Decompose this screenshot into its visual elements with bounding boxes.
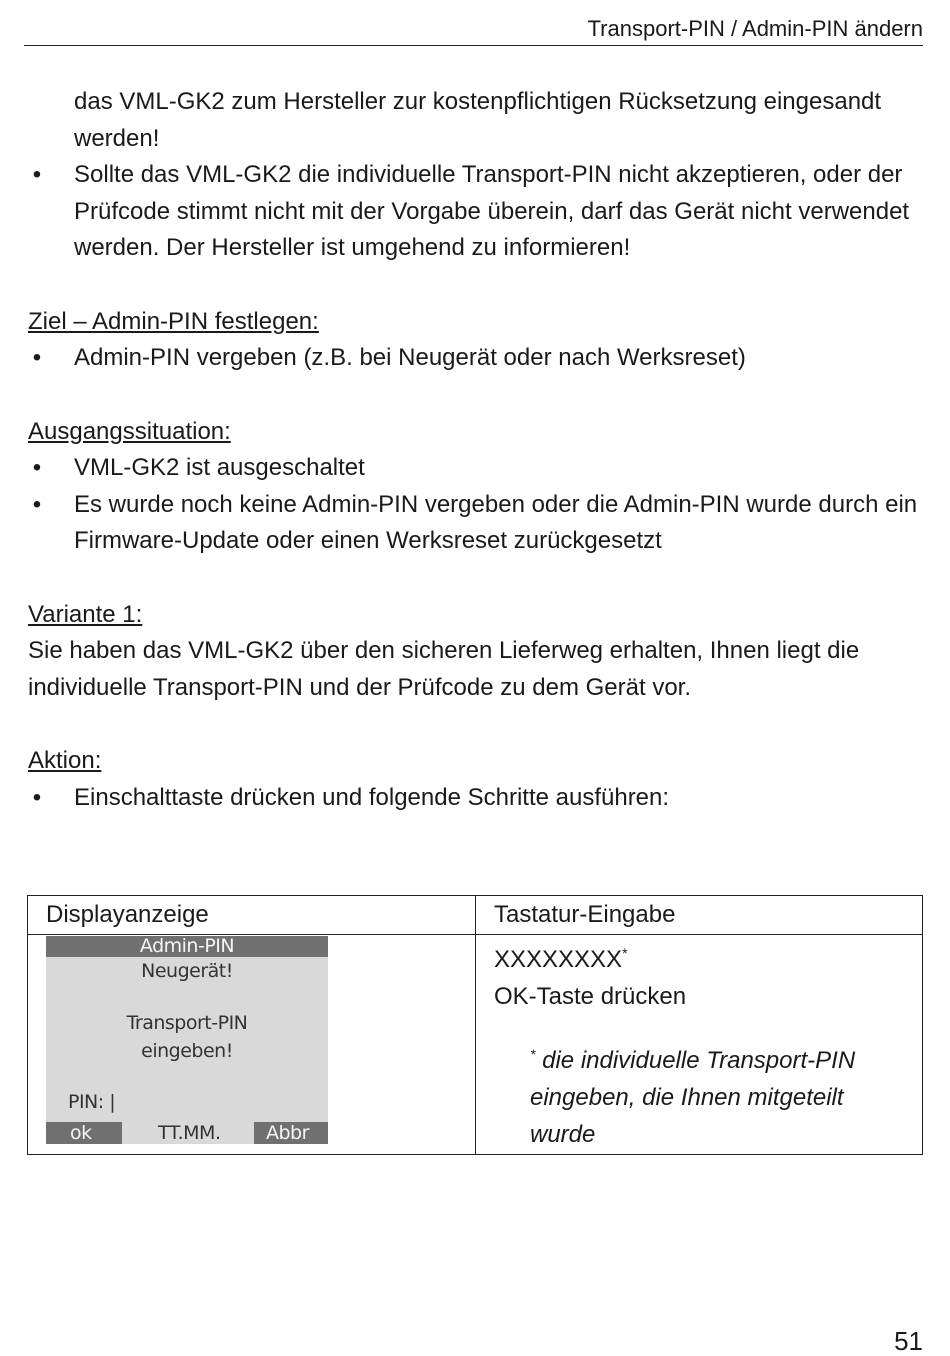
situation-list (28, 450, 923, 560)
display-line-transport-pin: Transport-PIN (126, 1012, 248, 1034)
list-item (28, 487, 923, 560)
list-item (28, 450, 923, 487)
list-item-text: Sollte das VML-GK2 die individuelle Transport-PIN nicht akzeptieren, oder der Prüfcode stimmt nicht mit der Vorgabe überein, darf das Gerät nicht verwendet werden. Der Hersteller ist umgehend zu informieren! (74, 161, 910, 261)
display-pin-prompt: PIN: | (68, 1091, 116, 1113)
bullet-glyph: • (32, 490, 42, 518)
list-item (28, 340, 923, 377)
display-cell (28, 935, 476, 1155)
bullet-glyph: • (32, 454, 42, 481)
display-title-bar: Admin-PIN (46, 936, 328, 957)
input-ok-step: OK-Taste drücken (494, 983, 687, 1010)
action-list (28, 780, 923, 817)
list-item-text: Es wurde noch keine Admin-PIN vergeben oder die Admin-PIN wurde durch ein Firmware-Update oder einen Werksreset zurückgesetzt (74, 490, 918, 554)
intro-continuation: das VML-GK2 zum Hersteller zur kostenpflichtigen Rücksetzung eingesandt werden! (74, 88, 882, 152)
column-header-input: Tastatur-Eingabe (476, 896, 923, 935)
goal-heading: Ziel – Admin-PIN festlegen: (28, 307, 319, 335)
running-header: Transport-PIN / Admin-PIN ändern (587, 16, 923, 41)
softkey-cancel: Abbr (254, 1122, 328, 1144)
goal-list (28, 340, 923, 377)
input-footnote: * die individuelle Transport-PIN eingeben, die Ihnen mitgeteilt wurde (530, 1046, 856, 1148)
situation-heading: Ausgangssituation: (28, 417, 231, 445)
bullet-glyph: • (32, 783, 42, 811)
variant-heading: Variante 1: (28, 600, 143, 628)
page-number: 51 (894, 1326, 923, 1356)
variant-text: Sie haben das VML-GK2 über den sicheren Lieferweg erhalten, Ihnen liegt die individuelle Transport-PIN und der Prüfcode zu dem Gerät vor. (28, 637, 860, 701)
list-item-text: VML-GK2 ist ausgeschaltet (74, 454, 365, 481)
action-heading: Aktion: (28, 747, 102, 774)
input-cell (476, 935, 923, 1155)
table-header-row (28, 896, 923, 935)
device-display-screenshot (46, 936, 328, 1144)
input-code: XXXXXXXX* (494, 945, 628, 973)
table-row (28, 935, 923, 1155)
page-body (28, 84, 923, 816)
list-item-text: Einschalttaste drücken und folgende Schritte ausführen: (74, 783, 670, 811)
list-item (28, 780, 923, 817)
bullet-glyph: • (32, 161, 42, 188)
softkey-ok: ok (46, 1122, 122, 1144)
header-rule (24, 45, 923, 46)
list-item-text: Admin-PIN vergeben (z.B. bei Neugerät oder nach Werksreset) (74, 344, 746, 371)
intro-list (28, 157, 923, 267)
column-header-display: Displayanzeige (28, 896, 476, 935)
display-line-new-device: Neugerät! (141, 960, 233, 982)
display-softkey-bar (46, 1122, 328, 1144)
display-line-enter: eingeben! (141, 1040, 233, 1062)
list-item (28, 157, 923, 267)
bullet-glyph: • (32, 344, 42, 371)
softkey-date: TT.MM. (158, 1122, 221, 1144)
steps-table (27, 895, 923, 1155)
